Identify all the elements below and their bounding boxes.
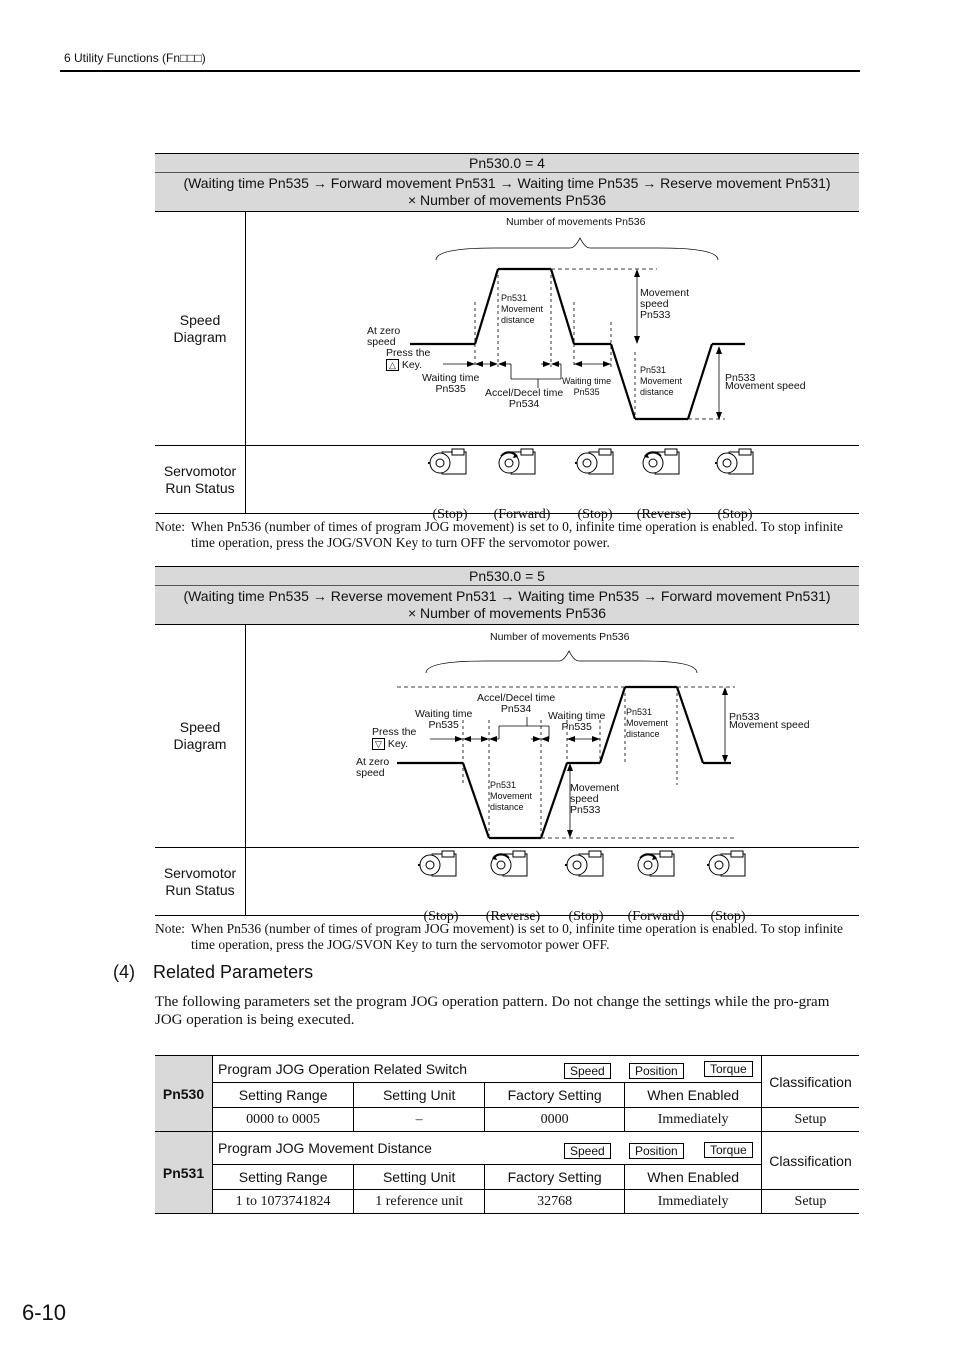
jog-pattern-table-5 xyxy=(155,566,859,924)
servomotor-icon xyxy=(418,848,462,882)
servomotor-icon xyxy=(715,446,759,480)
classification-header: Classification xyxy=(762,1056,860,1108)
related-parameters-table xyxy=(155,1055,859,1214)
note-label: Note: xyxy=(155,519,185,534)
position-badge: Position xyxy=(629,1063,684,1079)
classification-value: Setup xyxy=(762,1190,860,1214)
param-name-cell xyxy=(213,1132,762,1165)
waiting-time-2-label: Waiting time Pn535 xyxy=(548,710,606,733)
servomotor-icon xyxy=(565,848,609,882)
setting-unit-header: Setting Unit xyxy=(354,1083,485,1108)
factory-setting-value: 32768 xyxy=(485,1190,625,1214)
waiting-time-2-label: Waiting time Pn535 xyxy=(562,376,612,397)
setting-unit-value: – xyxy=(354,1108,485,1132)
factory-setting-header: Factory Setting xyxy=(485,1165,625,1190)
note-label: Note: xyxy=(155,921,185,936)
status-label: (Reverse) xyxy=(636,507,692,522)
waiting-time-1-label: Waiting time Pn535 xyxy=(415,708,473,731)
movement-speed-1-label: Movement speed Pn533 xyxy=(640,287,690,321)
run-status-label: Servomotor Run Status xyxy=(155,446,246,513)
run-status-row xyxy=(155,446,859,522)
speed-diagram xyxy=(245,625,859,847)
setting-range-value: 1 to 1073741824 xyxy=(213,1190,354,1214)
movement-distance-2-label: Pn531 Movement distance xyxy=(626,707,669,739)
speed-diagram-row xyxy=(155,212,859,446)
pattern-title: Pn530.0 = 5 xyxy=(155,567,859,586)
param-name: Program JOG Movement Distance xyxy=(218,1140,432,1156)
param-number: Pn530 xyxy=(155,1056,213,1132)
speed-diagram-label: Speed Diagram xyxy=(155,625,246,847)
movement-speed-1-label: Movement speed Pn533 xyxy=(570,782,620,816)
at-zero-speed-label: At zero speed xyxy=(356,756,390,779)
section-heading xyxy=(113,962,313,983)
torque-badge: Torque xyxy=(704,1061,753,1077)
run-status-cell xyxy=(245,446,859,522)
press-key-label: Press the △ Key. xyxy=(386,347,431,371)
speed-diagram-graphic xyxy=(245,212,859,445)
section-number: (4) xyxy=(113,962,135,982)
sequence-line-1: (Waiting time Pn535 → Reverse movement Pn531 → Waiting time Pn535 → Forward movement Pn531) xyxy=(183,588,831,604)
sequence-line-2: × Number of movements Pn536 xyxy=(407,605,607,621)
accel-decel-label: Accel/Decel time Pn534 xyxy=(485,387,564,410)
running-header: 6 Utility Functions (Fn□□□) xyxy=(64,51,206,65)
sequence-line-2: × Number of movements Pn536 xyxy=(407,192,607,208)
note-1 xyxy=(155,519,859,551)
down-key-icon: ▽ xyxy=(372,738,385,750)
movement-distance-2-label: Pn531 Movement distance xyxy=(640,365,683,397)
setting-unit-value: 1 reference unit xyxy=(354,1190,485,1214)
num-movements-label: Number of movements Pn536 xyxy=(506,216,646,228)
movement-distance-1-label: Pn531 Movement distance xyxy=(490,780,533,812)
servomotor-forward-icon xyxy=(497,446,541,480)
run-status-label: Servomotor Run Status xyxy=(155,848,246,915)
section-title: Related Parameters xyxy=(153,962,314,982)
pattern-sequence xyxy=(155,173,859,212)
torque-badge: Torque xyxy=(704,1142,753,1158)
pattern-title: Pn530.0 = 4 xyxy=(155,154,859,173)
setting-range-header: Setting Range xyxy=(213,1165,354,1190)
param-name-cell xyxy=(213,1056,762,1083)
movement-speed-2-label: Pn533 Movement speed xyxy=(725,372,806,392)
jog-pattern-table-4 xyxy=(155,153,859,522)
status-label: (Stop) xyxy=(423,909,459,924)
status-label: (Stop) xyxy=(710,909,746,924)
when-enabled-header: When Enabled xyxy=(625,1083,762,1108)
status-label: (Stop) xyxy=(568,909,604,924)
servomotor-icon xyxy=(575,446,619,480)
up-key-icon: △ xyxy=(386,359,399,371)
speed-diagram-row xyxy=(155,625,859,848)
waiting-time-1-label: Waiting time Pn535 xyxy=(422,372,480,395)
servomotor-forward-icon xyxy=(636,848,680,882)
factory-setting-header: Factory Setting xyxy=(485,1083,625,1108)
when-enabled-value: Immediately xyxy=(625,1108,762,1132)
status-label: (Stop) xyxy=(717,507,753,522)
classification-value: Setup xyxy=(762,1108,860,1132)
pattern-sequence xyxy=(155,586,859,625)
status-label: (Stop) xyxy=(432,507,468,522)
header-rule xyxy=(60,70,860,72)
speed-diagram-graphic xyxy=(245,625,859,847)
num-movements-label: Number of movements Pn536 xyxy=(490,631,630,643)
position-badge: Position xyxy=(629,1143,684,1159)
speed-diagram-label: Speed Diagram xyxy=(155,212,246,445)
setting-range-value: 0000 to 0005 xyxy=(213,1108,354,1132)
servomotor-icon xyxy=(428,446,472,480)
sequence-line-1: (Waiting time Pn535 → Forward movement Pn531 → Waiting time Pn535 → Reserve movement Pn531) xyxy=(183,175,831,191)
classification-header: Classification xyxy=(762,1132,860,1190)
speed-badge: Speed xyxy=(564,1063,611,1079)
status-label: (Reverse) xyxy=(485,909,541,924)
servomotor-reverse-icon xyxy=(641,446,685,480)
setting-unit-header: Setting Unit xyxy=(354,1165,485,1190)
note-2 xyxy=(155,921,859,953)
speed-badge: Speed xyxy=(564,1143,611,1159)
note-text: When Pn536 (number of times of program JOG movement) is set to 0, infinite time operation is enabled. To stop infinite time operation, press the JOG/SVON Key to turn OFF the servomotor power. xyxy=(191,519,843,550)
param-name: Program JOG Operation Related Switch xyxy=(218,1061,467,1077)
note-text: When Pn536 (number of times of program JOG movement) is set to 0, infinite time operation is enabled. To stop infinite time operation, press the JOG/SVON Key to turn the servomotor power OFF. xyxy=(191,921,843,952)
when-enabled-header: When Enabled xyxy=(625,1165,762,1190)
section-paragraph: The following parameters set the program JOG operation pattern. Do not change the settings while the pro-gram JOG operation is being executed. xyxy=(155,994,830,1028)
press-key-label: Press the ▽ Key. xyxy=(372,726,417,750)
run-status-row xyxy=(155,848,859,924)
factory-setting-value: 0000 xyxy=(485,1108,625,1132)
servomotor-icon xyxy=(707,848,751,882)
setting-range-header: Setting Range xyxy=(213,1083,354,1108)
run-status-cell xyxy=(245,848,859,924)
accel-decel-label: Accel/Decel time Pn534 xyxy=(477,692,556,715)
page-number: 6-10 xyxy=(22,1300,67,1325)
movement-distance-1-label: Pn531 Movement distance xyxy=(501,293,544,325)
status-label: (Stop) xyxy=(577,507,613,522)
param-number: Pn531 xyxy=(155,1132,213,1214)
servomotor-reverse-icon xyxy=(489,848,533,882)
speed-diagram xyxy=(245,212,859,445)
movement-speed-2-label: Pn533 Movement speed xyxy=(729,711,810,731)
status-label: (Forward) xyxy=(627,909,685,924)
status-label: (Forward) xyxy=(493,507,551,522)
at-zero-speed-label: At zero speed xyxy=(367,325,401,348)
when-enabled-value: Immediately xyxy=(625,1190,762,1214)
